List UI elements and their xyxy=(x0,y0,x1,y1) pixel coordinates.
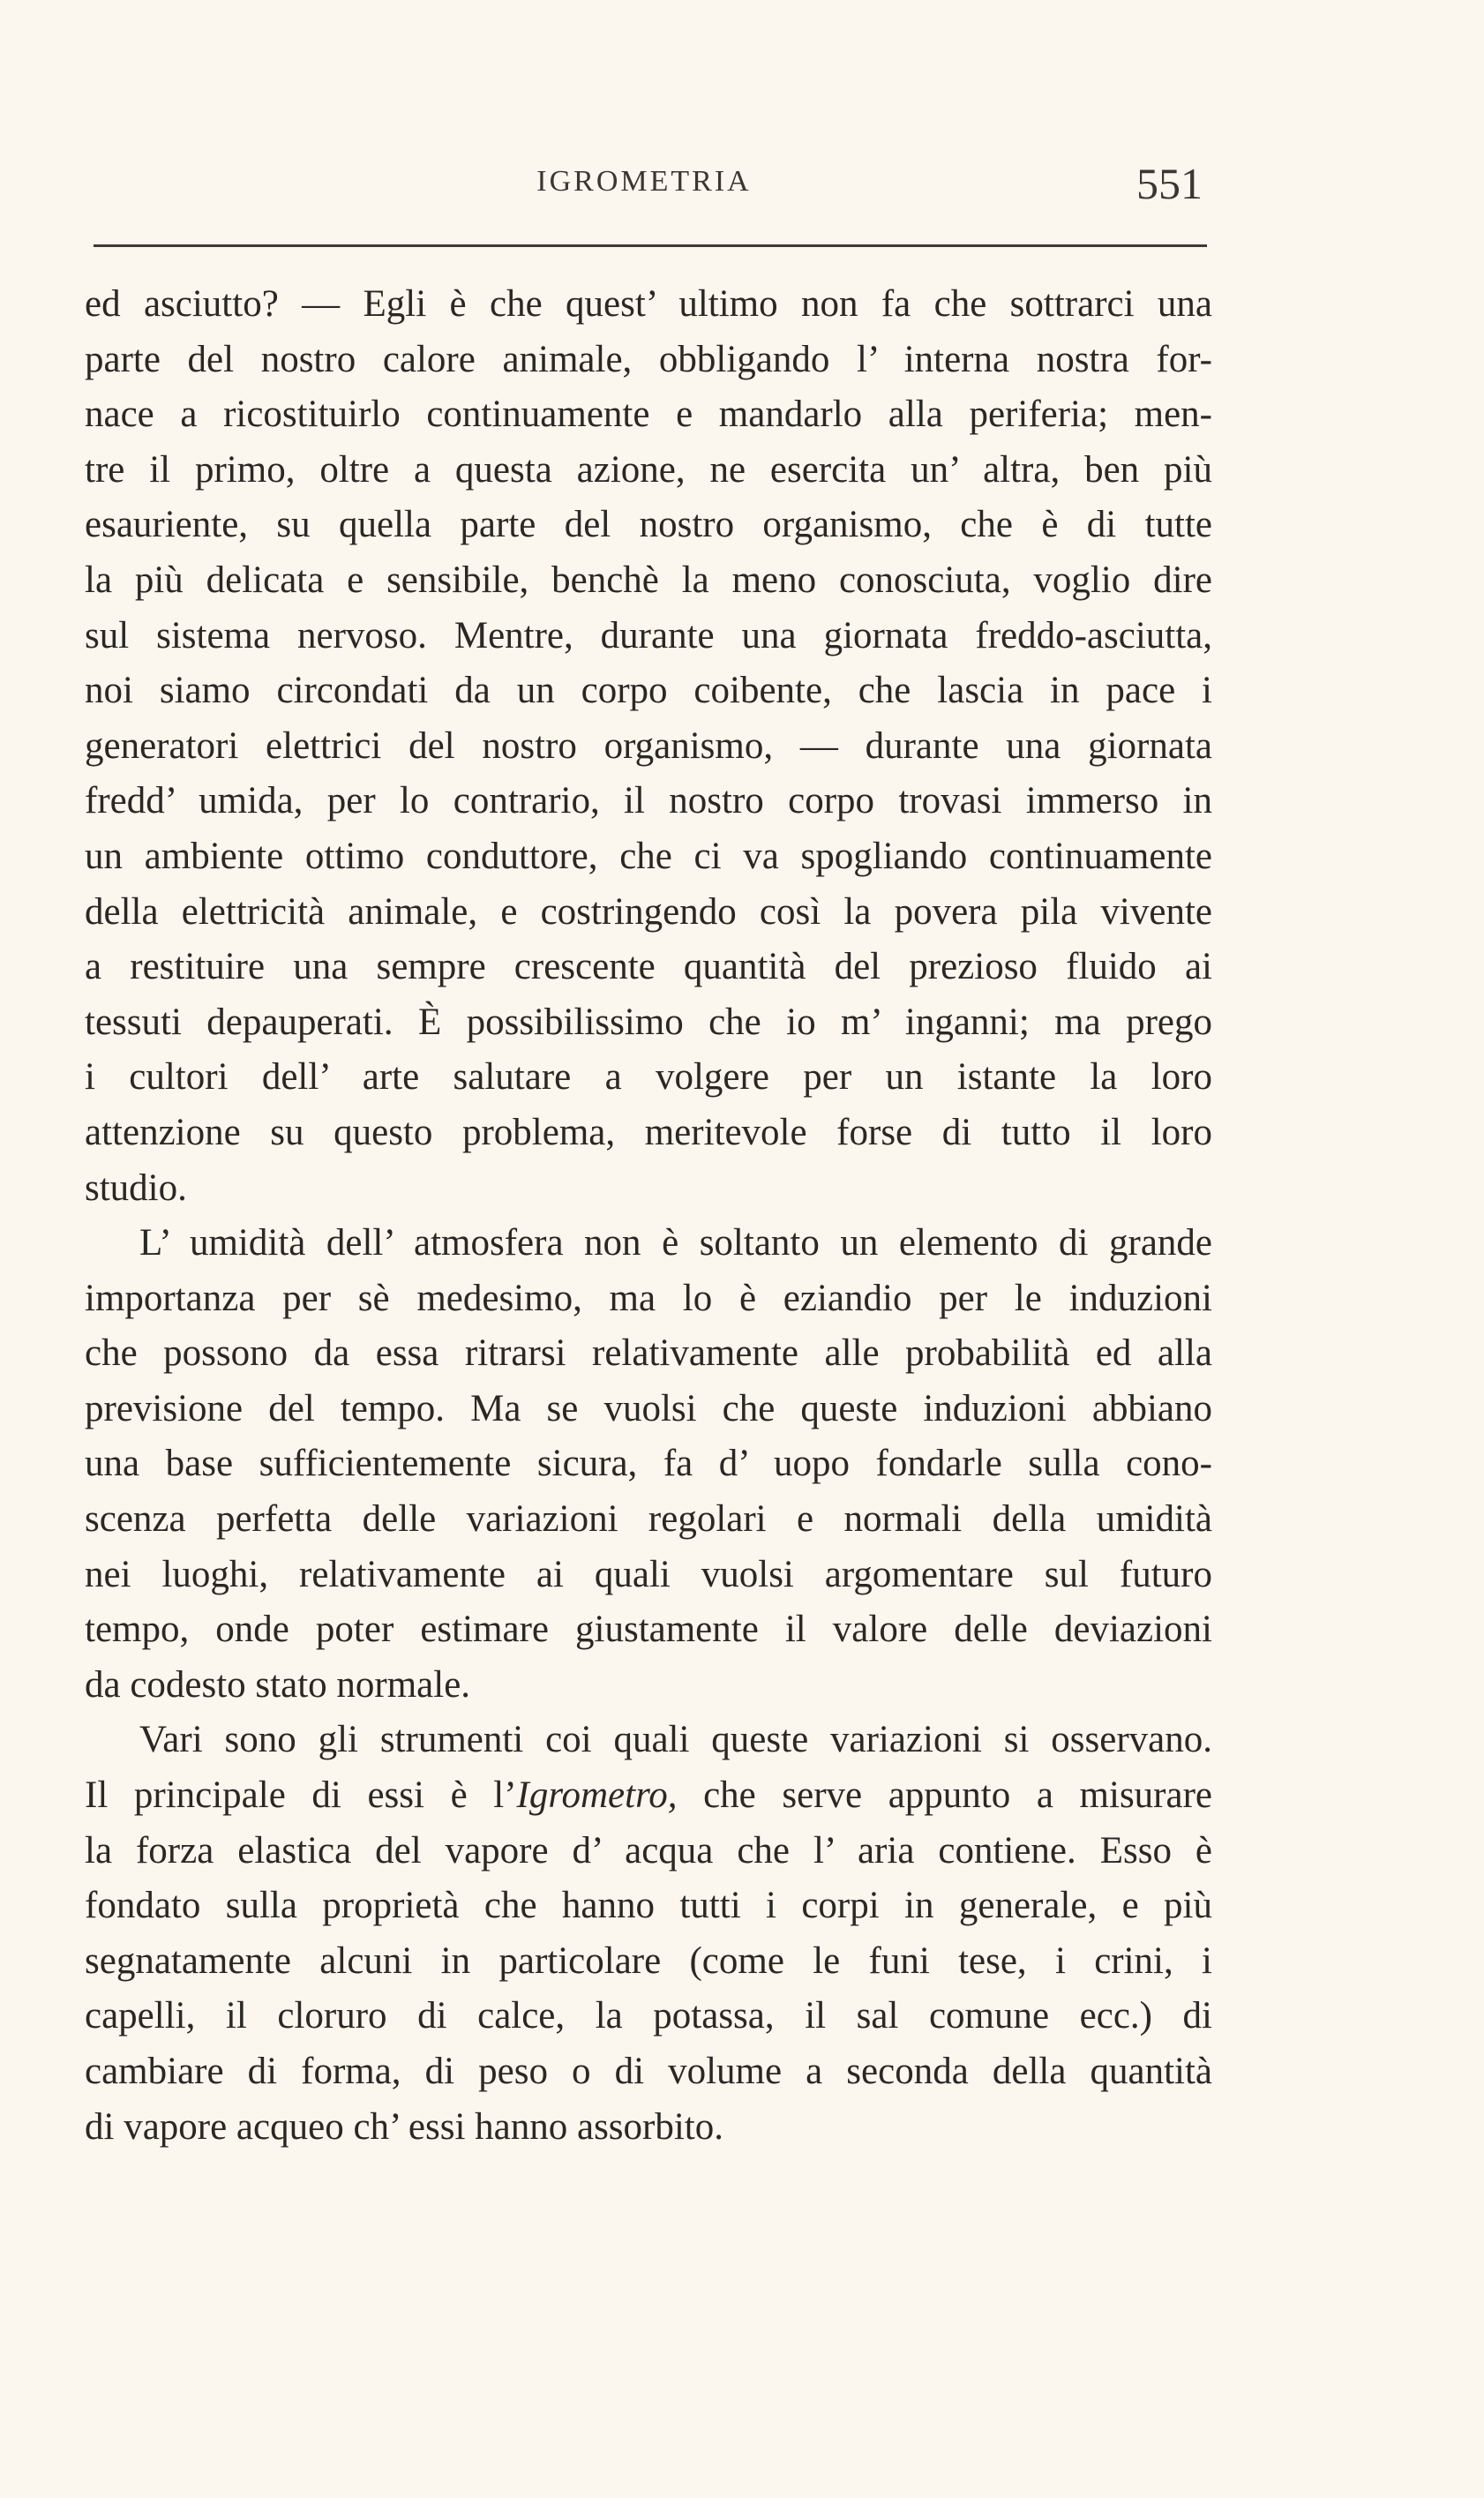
running-head xyxy=(88,159,1203,216)
text-line: a restituire una sempre crescente quantità del prezioso fluido ai xyxy=(85,946,1212,988)
text-line: parte del nostro calore animale, obbligando l’ interna nostra for- xyxy=(85,338,1212,380)
text-line: cambiare di forma, di peso o di volume a seconda della quantità xyxy=(85,2051,1212,2092)
text-line: capelli, il cloruro di calce, la potassa, il sal comune ecc.) di xyxy=(85,1995,1212,2037)
text-line: la più delicata e sensibile, benchè la meno conosciuta, voglio dire xyxy=(85,559,1212,601)
text-line: tempo, onde poter estimare giustamente il valore delle deviazioni xyxy=(85,1609,1212,1651)
text-line: da codesto stato normale. xyxy=(85,1663,471,1706)
text-line: scenza perfetta delle variazioni regolari e normali della umidità xyxy=(85,1498,1212,1541)
text-line: ed asciutto? — Egli è che quest’ ultimo non fa che sottrarci una xyxy=(85,283,1212,325)
text-line: nei luoghi, relativamente ai quali vuolsi argomentare sul futuro xyxy=(85,1553,1212,1595)
running-title: IGROMETRIA xyxy=(536,165,752,198)
text-line: fredd’ umida, per lo contrario, il nostro corpo trovasi immerso in xyxy=(85,780,1212,822)
text-line: che possono da essa ritrarsi relativamente alle probabilità ed alla xyxy=(85,1332,1212,1375)
text-line: un ambiente ottimo conduttore, che ci va spogliando continuamente xyxy=(85,835,1212,877)
paragraph-3 xyxy=(85,1713,1212,2155)
text-line: studio. xyxy=(85,1166,187,1209)
text-line: L’ umidità dell’ atmosfera non è soltanto un elemento di grande xyxy=(139,1222,1212,1264)
body-text xyxy=(85,277,1212,2155)
text-line: i cultori dell’ arte salutare a volgere per un istante la loro xyxy=(85,1056,1212,1099)
text-line: fondato sulla proprietà che hanno tutti i corpi in generale, e più xyxy=(85,1885,1212,1927)
page-number: 551 xyxy=(1136,159,1203,208)
text-line: sul sistema nervoso. Mentre, durante una giornata freddo-asciutta, xyxy=(85,614,1212,656)
text-line: attenzione su questo problema, meritevole forse di tutto il loro xyxy=(85,1111,1212,1153)
paragraph-2 xyxy=(85,1216,1212,1713)
text-line: tessuti depauperati. È possibilissimo che io m’ inganni; ma prego xyxy=(85,1001,1212,1043)
line-start: Il principale di essi è l’ xyxy=(85,1774,517,1817)
text-line: di vapore acqueo ch’ essi hanno assorbito. xyxy=(85,2105,724,2148)
text-line: importanza per sè medesimo, ma lo è eziandio per le induzioni xyxy=(85,1277,1212,1319)
text-line: una base sufficientemente sicura, fa d’ uopo fondarle sulla cono- xyxy=(85,1443,1212,1485)
text-line: la forza elastica del vapore d’ acqua che l’ aria contiene. Esso è xyxy=(85,1829,1212,1872)
paragraph-1 xyxy=(85,277,1212,1216)
text-line: segnatamente alcuni in particolare (come le funi tese, i crini, i xyxy=(85,1939,1212,1982)
italic-term: Igrometro, xyxy=(516,1774,678,1817)
text-line: Vari sono gli strumenti coi quali queste variazioni si osservano. xyxy=(139,1719,1212,1761)
text-line: tre il primo, oltre a questa azione, ne esercita un’ altra, ben più xyxy=(85,448,1212,491)
line-end: che serve appunto a misurare xyxy=(677,1774,1212,1817)
text-line: nace a ricostituirlo continuamente e mandarlo alla periferia; men- xyxy=(85,394,1212,436)
text-line: generatori elettrici del nostro organismo, — durante una giornata xyxy=(85,724,1212,767)
header-rule xyxy=(94,244,1207,247)
text-line: della elettricità animale, e costringendo così la povera pila vivente xyxy=(85,890,1212,933)
text-line-with-italic xyxy=(85,1768,1212,1824)
text-line: noi siamo circondati da un corpo coibente, che lascia in pace i xyxy=(85,670,1212,712)
text-line: previsione del tempo. Ma se vuolsi che queste induzioni abbiano xyxy=(85,1387,1212,1429)
text-line: esauriente, su quella parte del nostro organismo, che è di tutte xyxy=(85,504,1212,546)
